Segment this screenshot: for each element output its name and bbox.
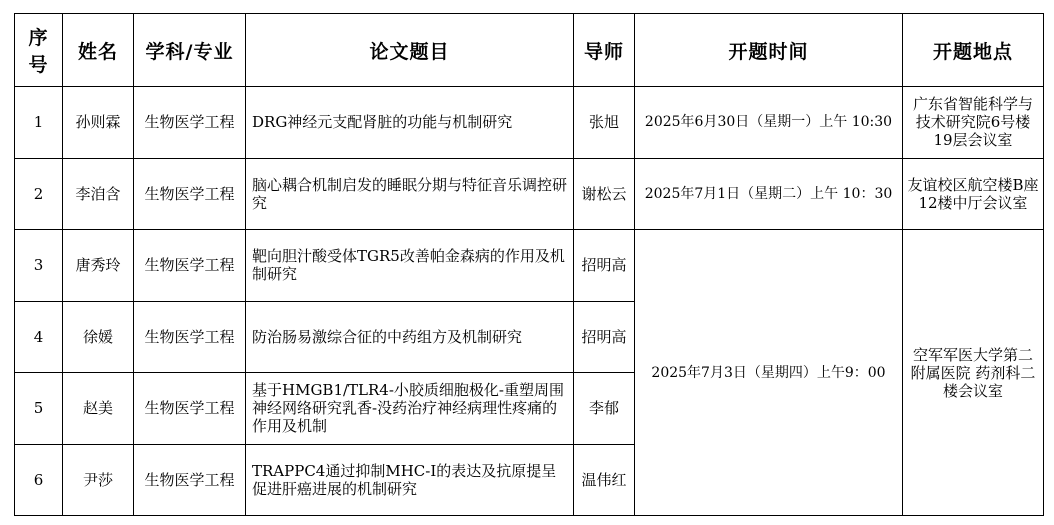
cell-no: 1 xyxy=(15,87,63,159)
header-time: 开题时间 xyxy=(635,14,903,87)
cell-name: 尹莎 xyxy=(63,444,134,516)
cell-name: 唐秀玲 xyxy=(63,230,134,302)
table-row xyxy=(15,158,1044,230)
cell-name: 赵美 xyxy=(63,373,134,445)
cell-advisor: 招明高 xyxy=(574,301,635,373)
header-major: 学科/专业 xyxy=(134,14,246,87)
table-row xyxy=(15,230,1044,302)
cell-title: DRG神经元支配肾脏的功能与机制研究 xyxy=(246,87,574,159)
cell-title: 脑心耦合机制启发的睡眠分期与特征音乐调控研究 xyxy=(246,158,574,230)
cell-place: 广东省智能科学与技术研究院6号楼19层会议室 xyxy=(903,87,1044,159)
cell-advisor: 谢松云 xyxy=(574,158,635,230)
thesis-proposal-table xyxy=(14,13,1044,516)
cell-no: 3 xyxy=(15,230,63,302)
cell-name: 孙则霖 xyxy=(63,87,134,159)
header-place: 开题地点 xyxy=(903,14,1044,87)
cell-title: 防治肠易激综合征的中药组方及机制研究 xyxy=(246,301,574,373)
cell-title: 基于HMGB1/TLR4-小胶质细胞极化-重塑周围神经网络研究乳香-没药治疗神经病理性疼痛的作用及机制 xyxy=(246,373,574,445)
cell-time-merged: 2025年7月3日（星期四）上午9：00 xyxy=(635,230,903,516)
cell-name: 徐媛 xyxy=(63,301,134,373)
cell-advisor: 李郁 xyxy=(574,373,635,445)
header-no: 序号 xyxy=(15,14,63,87)
cell-major: 生物医学工程 xyxy=(134,301,246,373)
cell-place: 友谊校区航空楼B座12楼中厅会议室 xyxy=(903,158,1044,230)
cell-name: 李洎含 xyxy=(63,158,134,230)
header-name: 姓名 xyxy=(63,14,134,87)
cell-title: TRAPPC4通过抑制MHC-I的表达及抗原提呈促进肝癌进展的机制研究 xyxy=(246,444,574,516)
cell-major: 生物医学工程 xyxy=(134,87,246,159)
cell-advisor: 招明高 xyxy=(574,230,635,302)
header-title: 论文题目 xyxy=(246,14,574,87)
cell-major: 生物医学工程 xyxy=(134,373,246,445)
cell-title: 靶向胆汁酸受体TGR5改善帕金森病的作用及机制研究 xyxy=(246,230,574,302)
cell-no: 2 xyxy=(15,158,63,230)
cell-major: 生物医学工程 xyxy=(134,230,246,302)
cell-no: 6 xyxy=(15,444,63,516)
header-row xyxy=(15,14,1044,87)
cell-no: 5 xyxy=(15,373,63,445)
cell-major: 生物医学工程 xyxy=(134,444,246,516)
cell-no: 4 xyxy=(15,301,63,373)
cell-advisor: 张旭 xyxy=(574,87,635,159)
table-row xyxy=(15,87,1044,159)
cell-time: 2025年7月1日（星期二）上午 10：30 xyxy=(635,158,903,230)
cell-advisor: 温伟红 xyxy=(574,444,635,516)
cell-major: 生物医学工程 xyxy=(134,158,246,230)
cell-place-merged: 空军军医大学第二附属医院 药剂科二楼会议室 xyxy=(903,230,1044,516)
cell-time: 2025年6月30日（星期一）上午 10:30 xyxy=(635,87,903,159)
header-advisor: 导师 xyxy=(574,14,635,87)
